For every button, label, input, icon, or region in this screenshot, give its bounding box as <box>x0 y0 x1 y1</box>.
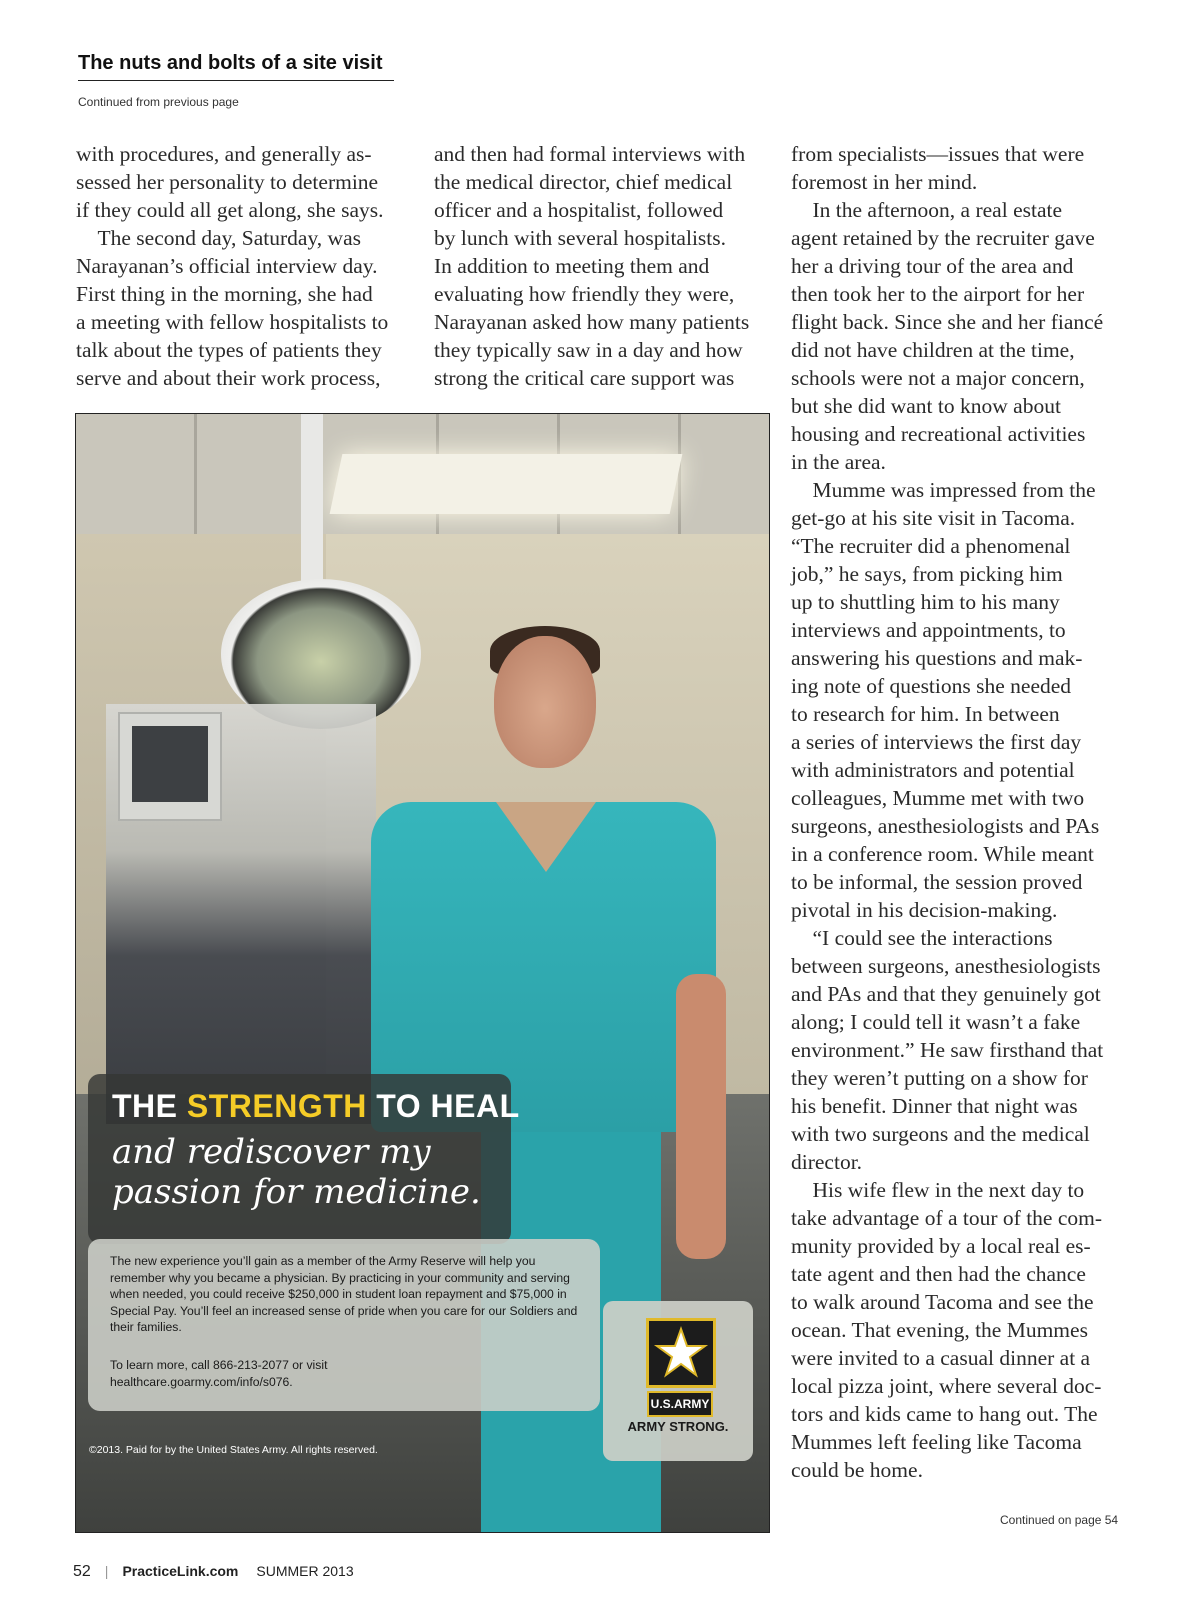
doctor-arm <box>676 974 726 1259</box>
surgical-lamp-arm <box>301 414 323 594</box>
text-line: did not have children at the time, <box>791 338 1075 362</box>
text-line: in the area. <box>791 450 886 474</box>
text-line: to be informal, the session proved <box>791 870 1083 894</box>
headline-accent: STRENGTH <box>186 1088 367 1124</box>
text-line: answering his questions and mak- <box>791 646 1083 670</box>
text-line: ocean. That evening, the Mummes <box>791 1318 1088 1342</box>
text-line: ing note of questions she needed <box>791 674 1072 698</box>
ad-body-text: The new experience you’ll gain as a member of the Army Reserve will help you remember why you became a physician. By practicing in your community and serving when needed, you could receive $250,000 in student loan repayment and $75,000 in Special Pay. You’ll feel an increased sense of pride when you care for our Soldiers and their families. <box>110 1254 578 1334</box>
text-line: Narayanan’s official interview day. <box>76 254 378 278</box>
text-line: in a conference room. While meant <box>791 842 1094 866</box>
text-line: officer and a hospitalist, followed <box>434 198 724 222</box>
footer-separator: | <box>104 1563 109 1579</box>
text-line: job,” he says, from picking him <box>791 562 1063 586</box>
text-line: Mumme was impressed from the <box>791 478 1096 502</box>
section-title: The nuts and bolts of a site visit <box>78 52 394 81</box>
continued-from-note: Continued from previous page <box>78 95 239 109</box>
text-line: the medical director, chief medical <box>434 170 733 194</box>
army-star-icon <box>646 1318 716 1388</box>
ad-copyright: ©2013. Paid for by the United States Army. All rights reserved. <box>89 1444 378 1456</box>
text-line: His wife flew in the next day to <box>791 1178 1085 1202</box>
text-line: agent retained by the recruiter gave <box>791 226 1095 250</box>
text-line: up to shuttling him to his many <box>791 590 1060 614</box>
text-line: pivotal in his decision-making. <box>791 898 1058 922</box>
text-line: flight back. Since she and her fiancé <box>791 310 1104 334</box>
text-line: Mummes left feeling like Tacoma <box>791 1430 1082 1454</box>
text-line: could be home. <box>791 1458 923 1482</box>
text-line: schools were not a major concern, <box>791 366 1085 390</box>
text-line: local pizza joint, where several doc- <box>791 1374 1102 1398</box>
text-line: his benefit. Dinner that night was <box>791 1094 1078 1118</box>
ad-body-panel <box>88 1239 600 1411</box>
page-footer <box>73 1563 354 1581</box>
army-logo[interactable] <box>603 1301 753 1461</box>
text-line: to walk around Tacoma and see the <box>791 1290 1094 1314</box>
text-line: director. <box>791 1150 863 1174</box>
text-line: and PAs and that they genuinely got <box>791 982 1101 1006</box>
text-line: interviews and appointments, to <box>791 618 1066 642</box>
text-line: tate agent and then had the chance <box>791 1262 1086 1286</box>
text-line: The second day, Saturday, was <box>76 226 361 250</box>
text-line: with administrators and potential <box>791 758 1075 782</box>
text-line: between surgeons, anesthesiologists <box>791 954 1101 978</box>
article-column-3 <box>791 140 1131 1484</box>
continued-on-note: Continued on page 54 <box>1000 1513 1119 1527</box>
text-line: get-go at his site visit in Tacoma. <box>791 506 1076 530</box>
army-advertisement[interactable] <box>75 413 770 1533</box>
text-line: colleagues, Mumme met with two <box>791 786 1085 810</box>
text-line: Narayanan asked how many patients <box>434 310 750 334</box>
army-badge: U.S.ARMY <box>647 1391 713 1417</box>
text-line: talk about the types of patients they <box>76 338 382 362</box>
text-line: to research for him. In between <box>791 702 1060 726</box>
headline-pre: THE <box>112 1088 187 1124</box>
page-number: 52 <box>73 1563 91 1580</box>
headline-post: TO HEAL <box>366 1088 520 1124</box>
text-line: were invited to a casual dinner at a <box>791 1346 1091 1370</box>
text-line: strong the critical care support was <box>434 366 735 390</box>
text-line: surgeons, anesthesiologists and PAs <box>791 814 1100 838</box>
ad-headline-panel <box>88 1074 520 1244</box>
army-slogan: ARMY STRONG. <box>627 1419 729 1434</box>
text-line: along; I could tell it wasn’t a fake <box>791 1010 1081 1034</box>
text-line: “I could see the interactions <box>791 926 1053 950</box>
text-line: tors and kids came to hang out. The <box>791 1402 1098 1426</box>
text-line: a series of interviews the first day <box>791 730 1082 754</box>
monitor-screen <box>132 726 208 802</box>
text-line: and then had formal interviews with <box>434 142 746 166</box>
text-line: her a driving tour of the area and <box>791 254 1074 278</box>
text-line: by lunch with several hospitalists. <box>434 226 727 250</box>
text-line: take advantage of a tour of the com- <box>791 1206 1103 1230</box>
text-line: but she did want to know about <box>791 394 1061 418</box>
doctor-face <box>494 636 596 768</box>
text-line: evaluating how friendly they were, <box>434 282 735 306</box>
text-line: munity provided by a local real es- <box>791 1234 1091 1258</box>
ad-tagline: and rediscover my passion for medicine. <box>112 1132 481 1212</box>
text-line: foremost in her mind. <box>791 170 978 194</box>
text-line: housing and recreational activities <box>791 422 1086 446</box>
text-line: serve and about their work process, <box>76 366 381 390</box>
text-line: In the afternoon, a real estate <box>791 198 1063 222</box>
text-line: then took her to the airport for her <box>791 282 1085 306</box>
monitor-icon <box>118 712 222 821</box>
footer-site[interactable]: PracticeLink.com <box>122 1563 239 1579</box>
ad-ceiling-light <box>330 454 683 514</box>
article-column-2 <box>434 140 774 392</box>
text-line: sessed her personality to determine <box>76 170 379 194</box>
ad-call-to-action[interactable]: To learn more, call 866-213-2077 or visit healthcare.goarmy.com/info/s076. <box>110 1358 328 1389</box>
text-line: they typically saw in a day and how <box>434 338 743 362</box>
text-line: In addition to meeting them and <box>434 254 710 278</box>
ad-headline <box>112 1088 520 1125</box>
text-line: with two surgeons and the medical <box>791 1122 1090 1146</box>
text-line: First thing in the morning, she had <box>76 282 373 306</box>
footer-issue: SUMMER 2013 <box>256 1563 354 1579</box>
text-line: from specialists—issues that were <box>791 142 1085 166</box>
article-column-1 <box>76 140 406 392</box>
text-line: “The recruiter did a phenomenal <box>791 534 1071 558</box>
text-line: they weren’t putting on a show for <box>791 1066 1088 1090</box>
text-line: with procedures, and generally as- <box>76 142 372 166</box>
text-line: a meeting with fellow hospitalists to <box>76 310 389 334</box>
text-line: environment.” He saw firsthand that <box>791 1038 1104 1062</box>
text-line: if they could all get along, she says. <box>76 198 384 222</box>
